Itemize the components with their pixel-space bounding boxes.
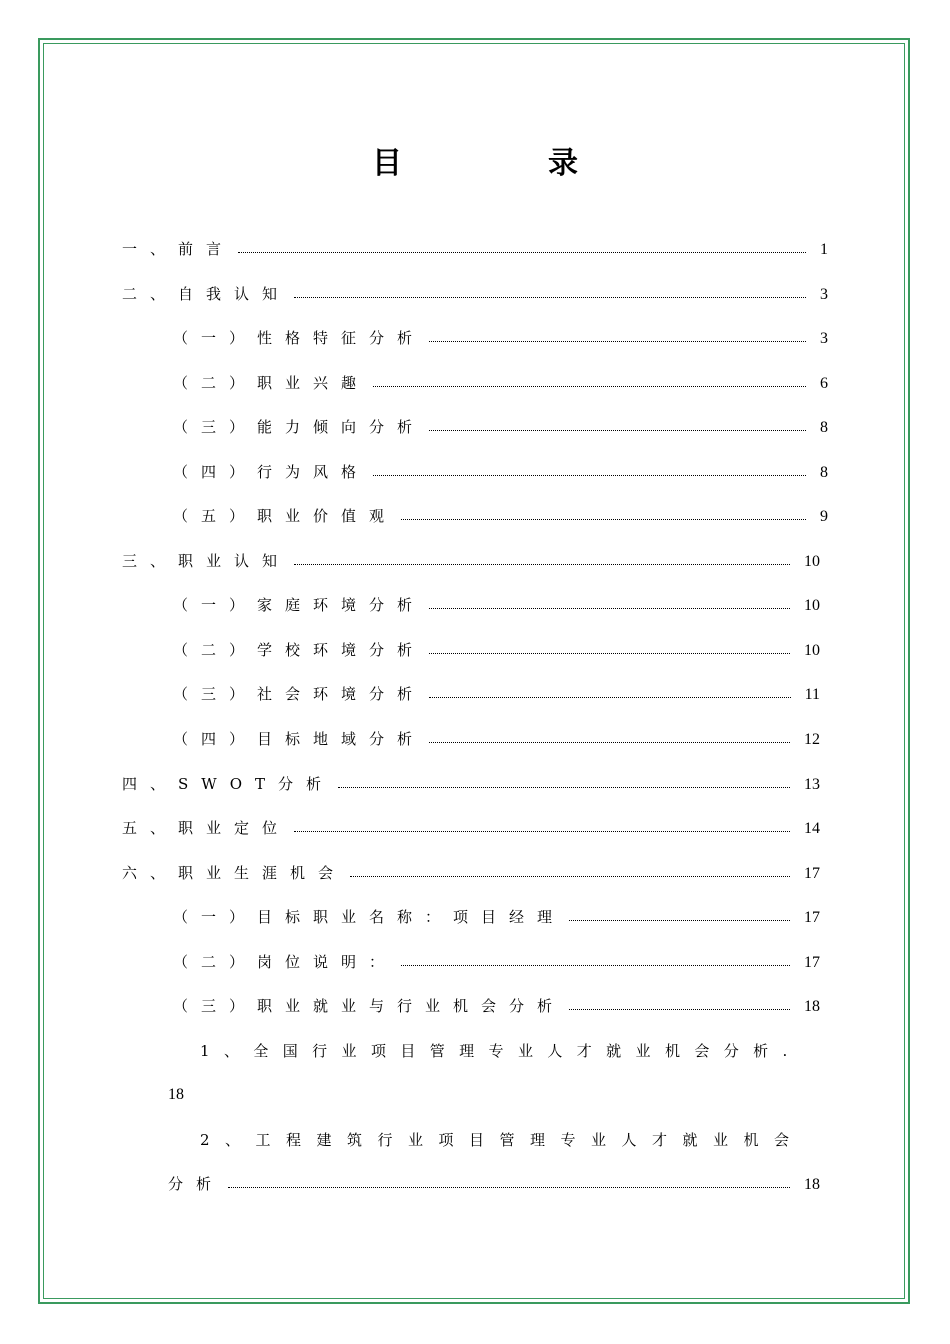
- toc-entry-text: （五）职业价值观: [173, 507, 398, 525]
- toc-leader-dots: [228, 1186, 790, 1188]
- toc-entry[interactable]: [173, 993, 820, 1019]
- toc-entry[interactable]: [173, 637, 820, 663]
- toc-leader-dots: [294, 830, 790, 832]
- toc-page-number: 18: [804, 998, 820, 1015]
- toc-entry-text: （一）性格特征分析: [173, 329, 426, 347]
- toc-entry[interactable]: [173, 949, 820, 975]
- toc-entry-text: （四）目标地域分析: [173, 730, 426, 748]
- toc-entry[interactable]: [122, 771, 820, 797]
- toc-entry-text: （二）岗位说明：: [173, 953, 398, 971]
- toc-entry-wrapped-text[interactable]: 1、全国行业项目管理专业人才就业机会分析.: [200, 1042, 802, 1060]
- toc-page-number: 10: [804, 597, 820, 614]
- toc-page-number: 17: [804, 909, 820, 926]
- toc-page-number: 18: [804, 1176, 820, 1193]
- toc-page-number: 11: [804, 686, 820, 703]
- toc-entry[interactable]: [173, 370, 828, 396]
- toc-page-number: 8: [820, 464, 828, 481]
- toc-leader-dots: [373, 474, 806, 476]
- toc-leader-dots: [429, 607, 790, 609]
- toc-page-number: 9: [820, 508, 828, 525]
- toc-leader-dots: [350, 875, 790, 877]
- toc-entry-text: 三、职业认知: [122, 552, 291, 570]
- toc-leader-dots: [401, 518, 806, 520]
- toc-entry[interactable]: [173, 904, 820, 930]
- toc-page-number: 17: [804, 865, 820, 882]
- toc-page-number: 10: [804, 553, 820, 570]
- toc-entry[interactable]: [173, 681, 820, 707]
- toc-entry-text: （一）目标职业名称：项目经理: [173, 908, 566, 926]
- toc-entry-text: 二、自我认知: [122, 285, 291, 303]
- toc-leader-dots: [569, 1008, 790, 1010]
- toc-page-number: 13: [804, 776, 820, 793]
- toc-page-number: 8: [820, 419, 828, 436]
- toc-entry[interactable]: [173, 459, 828, 485]
- toc-page-number: 1: [820, 241, 828, 258]
- toc-page-number: 17: [804, 954, 820, 971]
- toc-entry-text: 五、职业定位: [122, 819, 291, 837]
- toc-leader-dots: [429, 652, 790, 654]
- toc-entry-text: （三）社会环境分析: [173, 685, 426, 703]
- toc-leader-dots: [401, 964, 790, 966]
- toc-entry-text: 四、SWOT分析: [122, 775, 334, 793]
- toc-leader-dots: [429, 429, 806, 431]
- toc-entry[interactable]: [173, 726, 820, 752]
- toc-entry[interactable]: [122, 236, 828, 262]
- toc-entry-text: 分析: [168, 1175, 225, 1193]
- toc-entry[interactable]: [173, 325, 828, 351]
- toc-entry[interactable]: [122, 815, 820, 841]
- toc-entry[interactable]: [122, 860, 820, 886]
- toc-page-number: 18: [168, 1086, 184, 1103]
- toc-entry[interactable]: [173, 414, 828, 440]
- toc-entry-wrapped-text[interactable]: 2、工程建筑行业项目管理专业人才就业机会: [200, 1131, 805, 1149]
- toc-leader-dots: [569, 919, 790, 921]
- toc-page-number: 14: [804, 820, 820, 837]
- toc-page-number: 3: [820, 330, 828, 347]
- toc-page-number: 10: [804, 642, 820, 659]
- toc-leader-dots: [338, 786, 790, 788]
- toc-entry[interactable]: [168, 1171, 820, 1197]
- toc-title: 目 录: [372, 146, 636, 181]
- toc-leader-dots: [238, 251, 806, 253]
- toc-entry-text: 一、前言: [122, 240, 235, 258]
- toc-page-number: 6: [820, 375, 828, 392]
- toc-leader-dots: [429, 696, 791, 698]
- page-border-inner: [43, 43, 905, 1299]
- toc-leader-dots: [294, 296, 806, 298]
- toc-leader-dots: [294, 563, 790, 565]
- toc-entry[interactable]: [122, 548, 820, 574]
- toc-entry[interactable]: [173, 503, 828, 529]
- toc-entry-text: （三）职业就业与行业机会分析: [173, 997, 566, 1015]
- toc-page-number: 3: [820, 286, 828, 303]
- toc-leader-dots: [429, 741, 790, 743]
- toc-entry-text: （二）职业兴趣: [173, 374, 370, 392]
- toc-entry-text: （一）家庭环境分析: [173, 596, 426, 614]
- toc-page-number: 12: [804, 731, 820, 748]
- toc-entry-text: （二）学校环境分析: [173, 641, 426, 659]
- toc-entry-text: （四）行为风格: [173, 463, 370, 481]
- toc-entry[interactable]: [173, 592, 820, 618]
- toc-entry-text: 六、职业生涯机会: [122, 864, 347, 882]
- toc-entry-text: （三）能力倾向分析: [173, 418, 426, 436]
- toc-entry[interactable]: [122, 281, 828, 307]
- toc-leader-dots: [373, 385, 806, 387]
- toc-leader-dots: [429, 340, 806, 342]
